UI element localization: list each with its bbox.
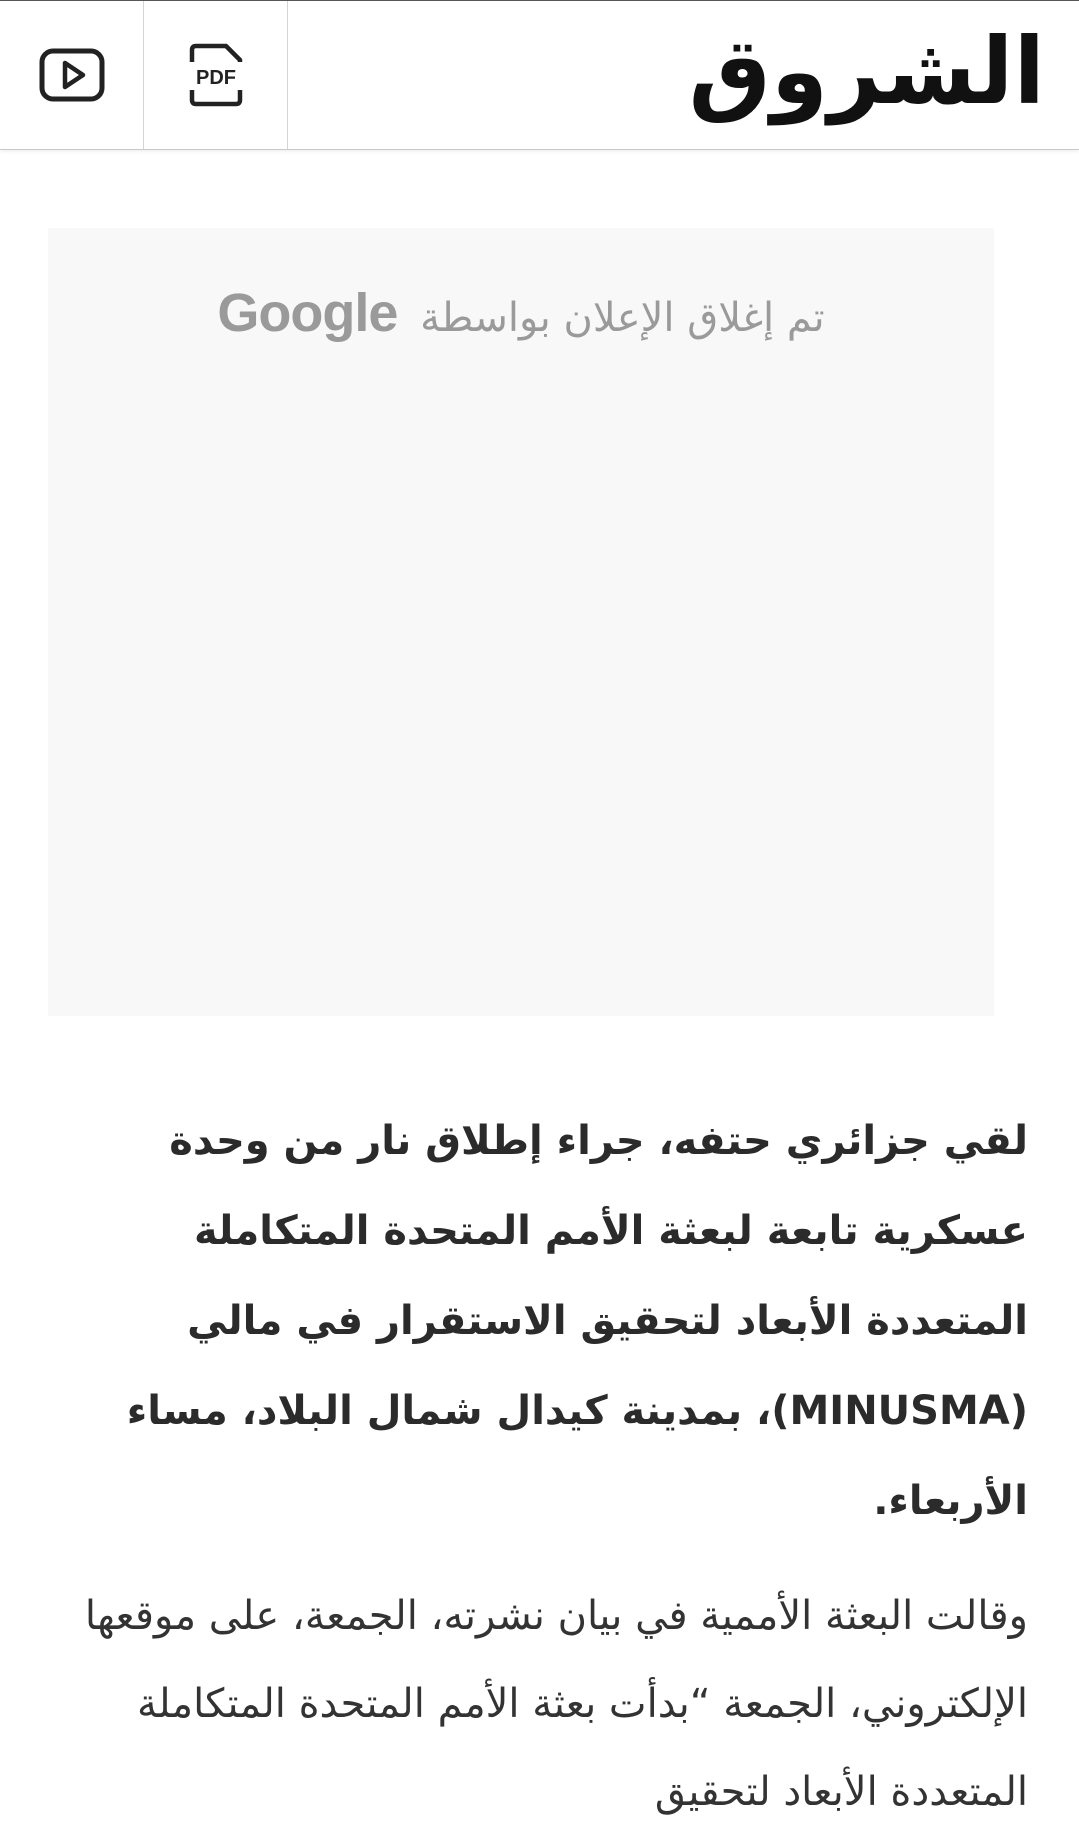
top-toolbar <box>0 0 1079 150</box>
google-logo: Google <box>217 283 398 343</box>
article-paragraph: وقالت البعثة الأممية في بيان نشرته، الجمعة، على موقعها الإلكتروني، الجمعة “بدأت بعثة الأمم المتحدة المتكاملة المتعددة الأبعاد لتحقيق <box>84 1593 1028 1815</box>
ad-placeholder <box>48 228 994 1016</box>
pdf-button[interactable] <box>144 1 288 149</box>
video-button[interactable] <box>0 1 144 149</box>
pdf-file-icon <box>186 42 246 108</box>
svg-text:PDF: PDF <box>195 67 236 89</box>
play-video-icon <box>39 48 105 102</box>
article-body <box>48 1096 1028 1836</box>
article-lead: لقي جزائري حتفه، جراء إطلاق نار من وحدة عسكرية تابعة لبعثة الأمم المتحدة المتكاملة المتعددة الأبعاد لتحقيق الاستقرار في مالي (MINUSMA)، بمدينة كيدال شمال البلاد، مساء الأربعاء. <box>126 1118 1028 1524</box>
ad-closed-text: تم إغلاق الإعلان بواسطة <box>420 295 825 341</box>
site-logo[interactable]: الشروق <box>688 17 1045 125</box>
ad-closed-notice <box>48 282 994 344</box>
